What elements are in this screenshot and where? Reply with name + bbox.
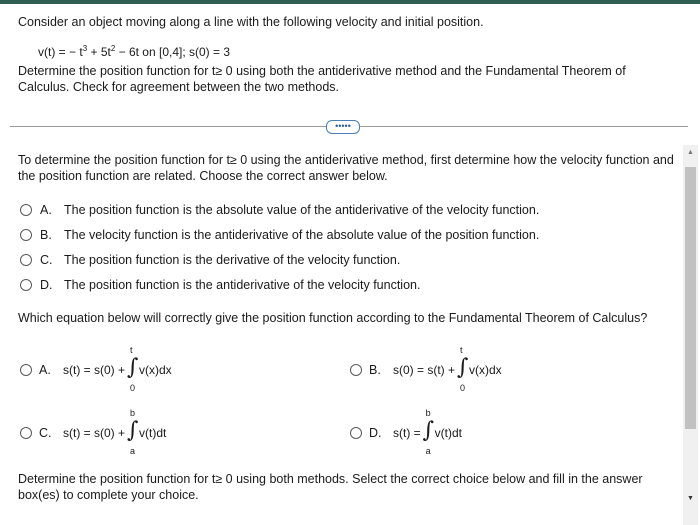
upper-limit: b — [130, 408, 136, 418]
part1-option-d[interactable] — [20, 277, 420, 293]
option-letter: D. — [369, 426, 382, 440]
option-letter: A. — [39, 363, 51, 377]
integral-sign — [421, 408, 435, 458]
option-text: The position function is the antiderivative of the velocity function. — [64, 278, 421, 292]
integrand: v(t)dt — [139, 426, 167, 440]
vertical-scrollbar[interactable] — [683, 145, 698, 525]
option-text: The position function is the derivative of the velocity function. — [64, 253, 401, 267]
equation-prefix: s(0) = s(t) + — [393, 363, 456, 377]
top-bar — [0, 0, 700, 4]
part2-option-d[interactable] — [350, 408, 462, 458]
integral-sign — [455, 345, 469, 395]
eq-exponent-2: 2 — [110, 44, 116, 53]
radio-button[interactable] — [350, 364, 362, 376]
eq-exponent-1: 3 — [82, 44, 88, 53]
radio-button[interactable] — [20, 364, 32, 376]
integral-symbol: ∫ — [127, 418, 139, 443]
question-intro: Consider an object moving along a line with the following velocity and initial position. — [18, 15, 484, 29]
part1-option-c[interactable] — [20, 252, 400, 268]
radio-button[interactable] — [20, 427, 32, 439]
radio-button[interactable] — [20, 254, 32, 266]
equation-prefix: s(t) = s(0) + — [63, 363, 126, 377]
scrollbar-thumb[interactable] — [685, 167, 696, 429]
eq-part-1: v(t) = − t — [38, 45, 83, 59]
upper-limit: t — [130, 345, 133, 355]
radio-button[interactable] — [350, 427, 362, 439]
option-text: The position function is the absolute value of the antiderivative of the velocity function. — [64, 203, 540, 217]
integral-sign — [125, 345, 139, 395]
part3-prompt: Determine the position function for t≥ 0 using both methods. Select the correct choice below and fill in the answer box(es) to complete your choice. — [18, 472, 643, 502]
eq-part-3: − 6t on [0,4]; s(0) = 3 — [115, 45, 231, 59]
integral-symbol: ∫ — [127, 355, 139, 380]
radio-button[interactable] — [20, 204, 32, 216]
upper-limit: t — [460, 345, 463, 355]
lower-limit: 0 — [130, 383, 136, 393]
part2-prompt: Which equation below will correctly give the position function according to the Fundamental Theorem of Calculus? — [18, 311, 648, 325]
eq-part-2: + 5t — [87, 45, 111, 59]
radio-button[interactable] — [20, 279, 32, 291]
integral-sign — [125, 408, 139, 458]
integral-symbol: ∫ — [422, 418, 435, 443]
integrand: v(x)dx — [139, 363, 172, 377]
part2-option-a[interactable] — [20, 345, 172, 395]
option-letter: B. — [369, 363, 381, 377]
scroll-down-icon[interactable]: ▼ — [687, 495, 694, 502]
part1-option-b[interactable] — [20, 227, 539, 243]
part2-option-c[interactable] — [20, 408, 166, 458]
part1-prompt: To determine the position function for t≥ 0 using the antiderivative method, first determine how the velocity function and the position function are related. Choose the correct answer below. — [18, 153, 674, 183]
option-letter: D. — [40, 278, 53, 292]
lower-limit: a — [130, 446, 136, 456]
upper-limit: b — [425, 408, 431, 418]
part2-option-b[interactable] — [350, 345, 502, 395]
answer-scroll-area — [0, 140, 682, 525]
equation-prefix: s(t) = s(0) + — [63, 426, 126, 440]
option-letter: C. — [40, 253, 53, 267]
integrand: v(t)dt — [434, 426, 463, 440]
show-more-button[interactable]: ••••• — [326, 120, 360, 134]
question-task: Determine the position function for t≥ 0 using both the antiderivative method and the Fundamental Theorem of Calculus. Check for agreement between the two methods. — [18, 64, 626, 94]
option-text: The velocity function is the antiderivative of the absolute value of the position function. — [64, 228, 540, 242]
option-letter: C. — [39, 426, 52, 440]
velocity-equation — [38, 44, 230, 59]
radio-button[interactable] — [20, 229, 32, 241]
equation-prefix: s(t) = — [393, 426, 421, 440]
lower-limit: a — [425, 446, 431, 456]
integrand: v(x)dx — [469, 363, 502, 377]
option-letter: A. — [40, 203, 52, 217]
option-letter: B. — [40, 228, 52, 242]
scroll-up-icon[interactable]: ▲ — [687, 149, 694, 156]
lower-limit: 0 — [460, 383, 466, 393]
integral-symbol: ∫ — [457, 355, 469, 380]
part1-option-a[interactable] — [20, 202, 539, 218]
